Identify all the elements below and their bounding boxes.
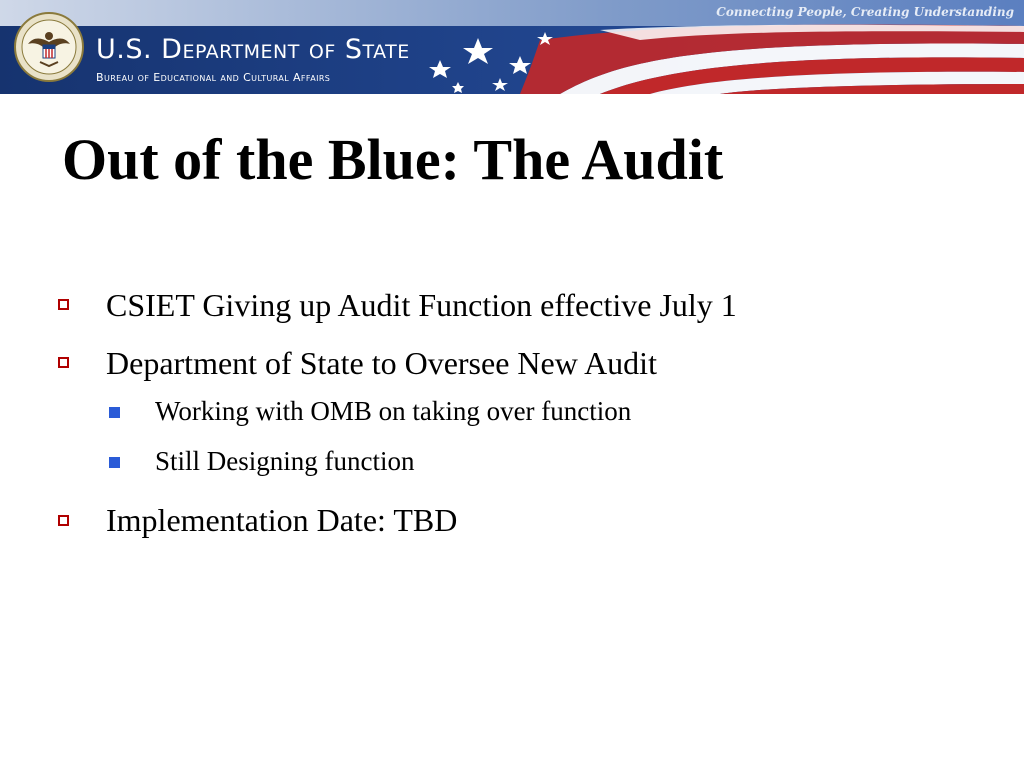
slide-title: Out of the Blue: The Audit — [62, 127, 724, 192]
filled-square-icon — [109, 457, 120, 468]
hollow-square-icon — [58, 515, 69, 526]
filled-square-icon — [109, 407, 120, 418]
sub-bullet-item: Still Designing function — [155, 446, 415, 476]
department-name: U.S. Department of State — [96, 34, 410, 65]
bureau-name: Bureau of Educational and Cultural Affairs — [96, 71, 331, 84]
bullet-item: Department of State to Oversee New Audit — [106, 345, 657, 381]
hollow-square-icon — [58, 357, 69, 368]
bullet-item: CSIET Giving up Audit Function effective July 1 — [106, 287, 737, 323]
sub-bullet-item: Working with OMB on taking over function — [155, 396, 632, 426]
banner-tagline: Connecting People, Creating Understanding — [716, 5, 1014, 19]
hollow-square-icon — [58, 299, 69, 310]
bullet-item: Implementation Date: TBD — [106, 502, 458, 538]
